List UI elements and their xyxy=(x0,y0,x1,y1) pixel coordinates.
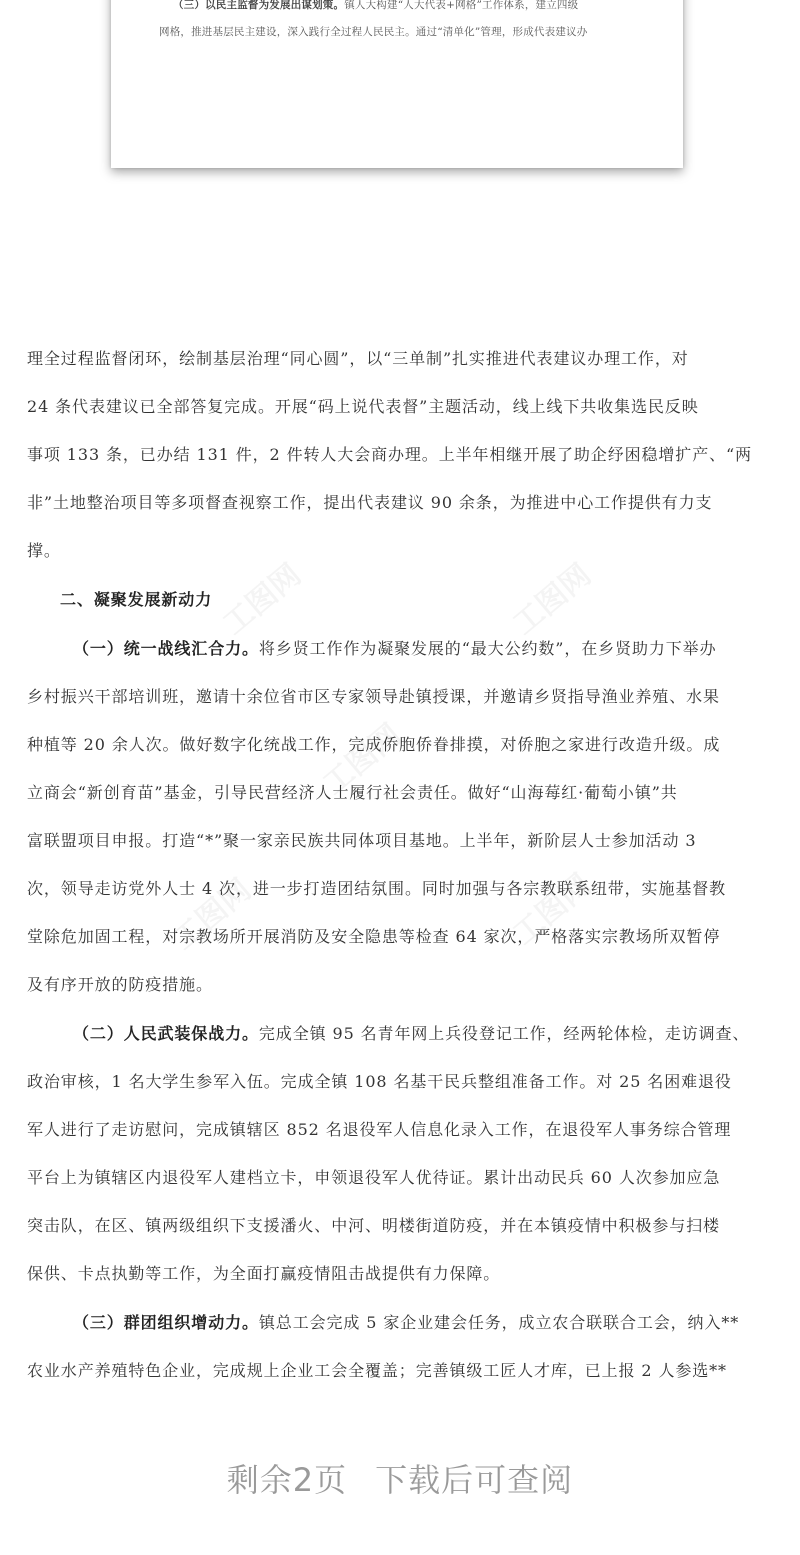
preview-line-1-text: 镇人大构建“人大代表+网格”工作体系，建立四级 xyxy=(344,0,579,11)
subsection-line-first xyxy=(73,639,800,659)
text-line: 事项 133 条，已办结 131 件，2 件转人大会商办理。上半年相继开展了助企纾困稳增扩产、“两 xyxy=(27,445,752,464)
text-line: 非”土地整治项目等多项督查视察工作，提出代表建议 90 余条，为推进中心工作提供有力支 xyxy=(27,493,713,512)
preview-page-card xyxy=(111,0,683,168)
text-line: 24 条代表建议已全部答复完成。开展“码上说代表督”主题活动，线上线下共收集选民反映 xyxy=(27,397,699,416)
text-line: 军人进行了走访慰问，完成镇辖区 852 名退役军人信息化录入工作，在退役军人事务综合管理 xyxy=(27,1120,732,1139)
text-line: 乡村振兴干部培训班，邀请十余位省市区专家领导赴镇授课，并邀请乡贤指导渔业养殖、水果 xyxy=(27,687,720,706)
subsection-line-first xyxy=(73,1024,800,1044)
text-line: 堂除危加固工程，对宗教场所开展消防及安全隐患等检查 64 家次，严格落实宗教场所双暂停 xyxy=(27,927,721,946)
text-line: 次，领导走访党外人士 4 次，进一步打造团结氛围。同时加强与各宗教联系纽带，实施基督教 xyxy=(27,879,727,898)
text-line: 富联盟项目申报。打造“*”聚一家亲民族共同体项目基地。上半年，新阶层人士参加活动 3 xyxy=(27,831,697,850)
text-line: 立商会“新创育苗”基金，引导民营经济人士履行社会责任。做好“山海莓红·葡萄小镇”共 xyxy=(27,783,678,802)
section-heading: 二、凝聚发展新动力 xyxy=(60,590,213,609)
text-line: 政治审核，1 名大学生参军入伍。完成全镇 108 名基干民兵整组准备工作。对 25 名困难退役 xyxy=(27,1072,732,1091)
preview-heading: （三）以民主监督为发展出谋划策。 xyxy=(173,0,345,11)
text-line: 保供、卡点执勤等工作，为全面打赢疫情阻击战提供有力保障。 xyxy=(27,1264,501,1283)
preview-line-2: 网格，推进基层民主建设，深入践行全过程人民民主。通过“清单化”管理，形成代表建议办 xyxy=(159,26,588,38)
download-to-view-label: 下载后可查阅 xyxy=(375,1461,574,1499)
text-line: 撑。 xyxy=(27,541,61,560)
text-line: 农业水产养殖特色企业，完成规上企业工会全覆盖；完善镇级工匠人才库，已上报 2 人参选** xyxy=(27,1361,727,1380)
preview-line-1 xyxy=(173,0,673,12)
subsection-heading: （一）统一战线汇合力。 xyxy=(73,639,259,658)
subsection-heading: （二）人民武装保战力。 xyxy=(73,1024,259,1043)
text-segment: 将乡贤工作作为凝聚发展的“最大公约数”，在乡贤助力下举办 xyxy=(258,639,717,658)
text-line: 平台上为镇辖区内退役军人建档立卡，申领退役军人优待证。累计出动民兵 60 人次参加应急 xyxy=(27,1168,721,1187)
text-line: 种植等 20 余人次。做好数字化统战工作，完成侨胞侨眷排摸，对侨胞之家进行改造升级。成 xyxy=(27,735,721,754)
text-line: 突击队，在区、镇两级组织下支援潘火、中河、明楼街道防疫，并在本镇疫情中积极参与扫楼 xyxy=(27,1216,720,1235)
text-line: 及有序开放的防疫措施。 xyxy=(27,975,213,994)
text-segment: 完成全镇 95 名青年网上兵役登记工作，经两轮体检，走访调查、 xyxy=(258,1024,750,1043)
text-line: 理全过程监督闭环，绘制基层治理“同心圆”，以“三单制”扎实推进代表建议办理工作，对 xyxy=(27,349,689,368)
text-segment: 镇总工会完成 5 家企业建会任务，成立农合联联合工会，纳入** xyxy=(258,1313,740,1332)
subsection-line-first xyxy=(73,1313,800,1333)
remaining-pages-label: 剩余2页 xyxy=(226,1461,348,1499)
subsection-heading: （三）群团组织增动力。 xyxy=(73,1313,259,1332)
download-prompt[interactable] xyxy=(0,1455,800,1501)
